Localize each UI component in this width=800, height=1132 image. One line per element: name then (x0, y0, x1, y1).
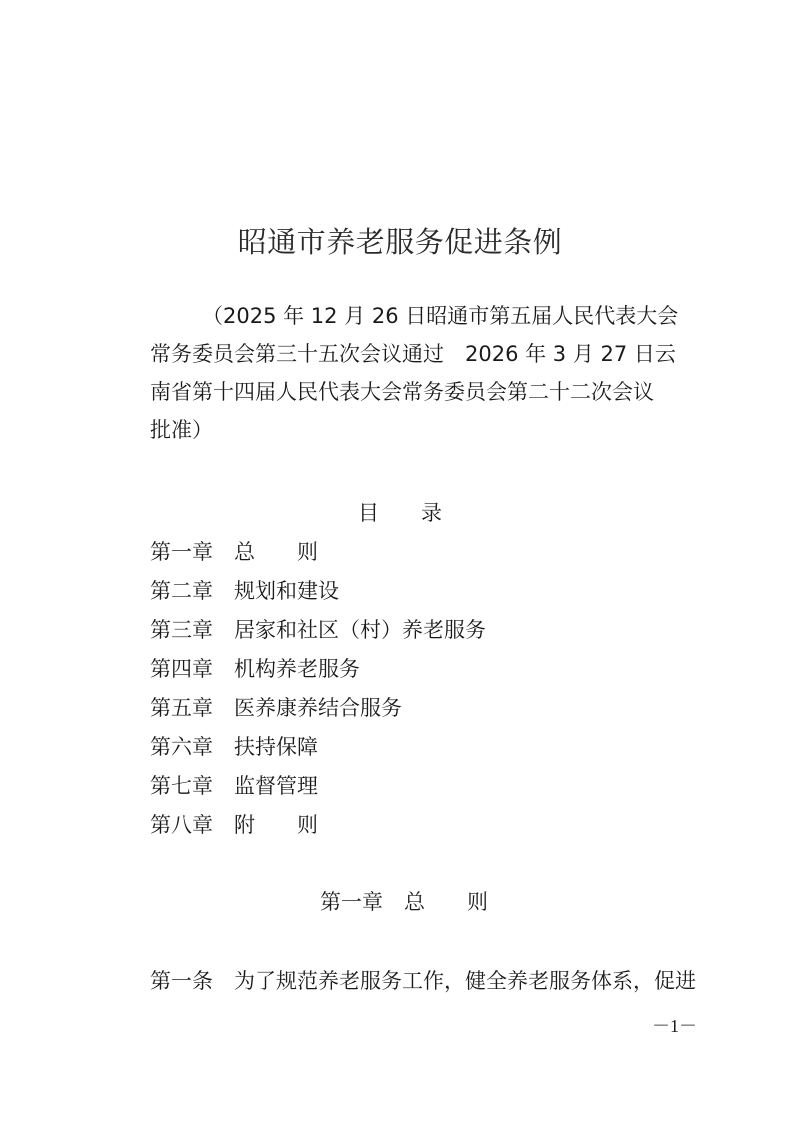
toc-item[interactable] (150, 536, 318, 566)
approval-note-line-2: 常务委员会第三十五次会议通过 2026 年 3 月 27 日云 (150, 342, 676, 366)
toc-chapter-title: 医养康养结合服务 (234, 696, 402, 720)
toc-chapter-number: 第一章 (150, 540, 213, 564)
toc-item[interactable] (150, 575, 339, 605)
toc-chapter-number: 第二章 (150, 579, 213, 603)
toc-chapter-title: 机构养老服务 (234, 657, 360, 681)
toc-chapter-title: 规划和建设 (234, 579, 339, 603)
approval-note-line-4: 批准） (150, 418, 213, 442)
toc-heading: 目 录 (358, 501, 442, 525)
toc-item[interactable] (150, 692, 402, 722)
article-paragraph (150, 965, 696, 995)
chapter-heading: 第一章 总 则 (320, 890, 488, 914)
page-number: －1－ (652, 1016, 697, 1036)
toc-chapter-number: 第七章 (150, 774, 213, 798)
toc-item[interactable] (150, 614, 486, 644)
approval-note-line-1: （2025 年 12 月 26 日昭通市第五届人民代表大会 (202, 304, 679, 328)
toc-item[interactable] (150, 731, 318, 761)
toc-chapter-title: 总 则 (234, 540, 318, 564)
toc-item[interactable] (150, 653, 360, 683)
toc-chapter-number: 第八章 (150, 813, 213, 837)
article-text: 为了规范养老服务工作，健全养老服务体系，促进 (234, 969, 696, 993)
toc-chapter-number: 第六章 (150, 735, 213, 759)
toc-chapter-number: 第四章 (150, 657, 213, 681)
toc-chapter-title: 监督管理 (234, 774, 318, 798)
toc-item[interactable] (150, 770, 318, 800)
toc-item[interactable] (150, 809, 318, 839)
article-label: 第一条 (150, 969, 213, 993)
toc-chapter-title: 扶持保障 (234, 735, 318, 759)
document-title: 昭通市养老服务促进条例 (237, 225, 563, 259)
approval-note-line-3: 南省第十四届人民代表大会常务委员会第二十二次会议 (150, 380, 654, 404)
toc-chapter-title: 居家和社区（村）养老服务 (234, 618, 486, 642)
toc-chapter-number: 第五章 (150, 696, 213, 720)
toc-chapter-number: 第三章 (150, 618, 213, 642)
toc-chapter-title: 附 则 (234, 813, 318, 837)
